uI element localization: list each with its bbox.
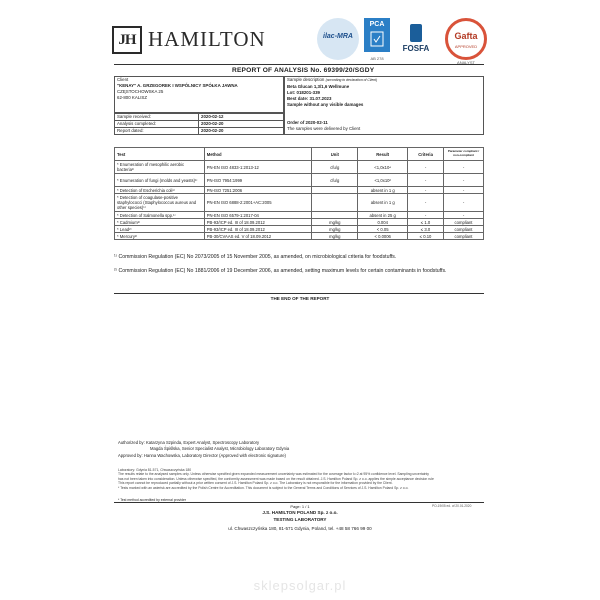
row-result: <1,0x10² xyxy=(358,174,408,187)
footer-address: ul. Chwaszczyńska 180, 81-571 Gdynia, Poland, tel. +48 58 766 99 00 xyxy=(228,526,372,531)
header-divider xyxy=(114,64,484,65)
row-method: PB-93/ICP ed. III of 18.09.2012 xyxy=(204,226,312,233)
table-row xyxy=(115,226,484,233)
fine-line: Laboratory: Gdynia 81-571, Chwaszczyńska 180 xyxy=(118,468,192,472)
end-of-report: THE END OF THE REPORT xyxy=(270,296,330,301)
row-test: * Lead²⁾ xyxy=(115,226,205,233)
col-criteria: Criteria xyxy=(408,148,444,161)
row-criteria: ≤ 3.0 xyxy=(408,226,444,233)
col-test: Test xyxy=(115,148,205,161)
fine-line: The results relate to the analysed samples only. Unless otherwise specified given expanded measurement uncertainty was estimated for the coverage factor k=2 at 95% confidence level. Sampling uncertainty xyxy=(118,472,430,477)
table-row xyxy=(115,187,484,194)
row-result: < 0.05 xyxy=(358,226,408,233)
ilac-mra-logo xyxy=(317,18,359,60)
row-method: PB-30/CVAAS ed. V of 18.09.2012 xyxy=(204,233,312,240)
sample-note: (according to declaration of Client) xyxy=(325,78,378,82)
hamilton-logo-mark: JH xyxy=(112,26,142,54)
col-compliance: Parameter compliant / non-compliant xyxy=(444,148,484,161)
row-unit: cfu/g xyxy=(312,161,358,174)
row-result: <1,0x10⁴ xyxy=(358,161,408,174)
footnote-1: ¹⁾ Commission Regulation (EC) No 2073/2005 of 15 November 2005, as amended, on microbiological criteria for foodstuffs. xyxy=(114,254,397,260)
company-logo-text: HAMILTON xyxy=(148,27,266,51)
table-row xyxy=(115,233,484,240)
row-test: * Mercury²⁾ xyxy=(115,233,205,240)
row-compliance: - xyxy=(444,212,484,219)
gafta-label: Gafta xyxy=(454,31,478,41)
gafta-number: ANALYST xyxy=(457,60,475,65)
row-compliance: - xyxy=(444,194,484,212)
row-compliance: - xyxy=(444,187,484,194)
client-street: CZĘSTOCHOWSKA 25 xyxy=(117,89,164,94)
col-method: Method xyxy=(204,148,312,161)
fine-line: * Tests marked with an asterisk are accredited by the Polish Centre for Accreditation. This document is subject to the General Terms and Conditions of Services of J.S. Hamilton Poland Sp. z o.o. xyxy=(118,485,409,490)
approved-label: Approved by: xyxy=(118,453,143,458)
row-method: PN-EN ISO 6888-2:2001+AC:2005 xyxy=(204,194,312,212)
order-date: Order of 2020-02-11 xyxy=(287,120,328,125)
table-row xyxy=(115,212,484,219)
row-compliance: compliant xyxy=(444,233,484,240)
row-criteria: - xyxy=(408,212,444,219)
approved-line xyxy=(118,453,286,458)
row-unit xyxy=(312,212,358,219)
footnote-2: ²⁾ Commission Regulation (EC) No 1881/2006 of 19 December 2006, as amended, setting maximum levels for certain contaminants in foodstuffs. xyxy=(114,268,447,274)
page-number: Page: 1 / 1 xyxy=(290,504,310,509)
row-result: absent in 1 g xyxy=(358,187,408,194)
col-result: Result xyxy=(358,148,408,161)
table-row xyxy=(115,161,484,174)
date-value-received: 2020-02-12 xyxy=(201,114,224,119)
dates-divider xyxy=(198,113,199,135)
row-method: PB-93/ICP ed. III of 18.09.2012 xyxy=(204,219,312,226)
footer-lab: TESTING LABORATORY xyxy=(273,517,327,522)
row-compliance: - xyxy=(444,174,484,187)
document-reference: PO-19/05 ed. of 20.01.2020 xyxy=(432,504,472,508)
authorized-label: Authorized by: xyxy=(118,440,145,445)
fine-line: has not been taken into consideration. Unless otherwise specified, the conformity assessment was made based on the result obtained. J.S. Hamilton Poland Sp. z o.o. applies the simple acceptance decision rule xyxy=(118,476,434,481)
row-criteria: - xyxy=(408,174,444,187)
row-test: * Enumeration of mesophilic aerobic bacteria¹⁾ xyxy=(115,161,205,174)
row-criteria: ≤ 1.0 xyxy=(408,219,444,226)
row-test: * Cadmium²⁾ xyxy=(115,219,205,226)
table-header-row xyxy=(115,148,484,161)
delivery-note: The samples were delivered by Client xyxy=(287,126,361,131)
row-unit xyxy=(312,194,358,212)
row-method: PN-ISO 7954:1999 xyxy=(204,174,312,187)
fine-line: This report cannot be reproduced partially without a prior written consent of J.S. Hamilton Poland Sp. z o.o. The Laboratory is not responsible for the information provided by the Client. xyxy=(118,481,393,486)
date-label-completed: Analysis completed: xyxy=(117,121,157,126)
row-criteria: ≤ 0.10 xyxy=(408,233,444,240)
row-unit: mg/kg xyxy=(312,233,358,240)
gafta-sub: APPROVED xyxy=(454,44,478,49)
footer-divider xyxy=(114,502,484,503)
row-unit xyxy=(312,187,358,194)
ilac-label: ilac-MRA xyxy=(323,33,353,40)
row-test: * Detection of coagulase-positive staphylococci (Staphylococcus aureus and other species)¹⁾ xyxy=(115,194,205,212)
sample-label-text: Sample description xyxy=(287,77,325,82)
row-result: absent in 1 g xyxy=(358,194,408,212)
pca-logo xyxy=(364,18,390,61)
row-method: PN-EN ISO 4833-1:2013-12 xyxy=(204,161,312,174)
watermark: sklepsolgar.pl xyxy=(253,578,347,593)
sample-lot: Lot: 018201-339 xyxy=(287,90,320,95)
row-criteria: - xyxy=(408,194,444,212)
row-method: PN-ISO 7251:2006 xyxy=(204,187,312,194)
row-unit: mg/kg xyxy=(312,226,358,233)
date-value-report: 2020-02-20 xyxy=(201,128,224,133)
sample-label xyxy=(287,77,377,83)
fine-print xyxy=(118,468,482,490)
authorized-person-1: Katarzyna Szpinda, Expert Analyst, Spectroscopy Laboratory xyxy=(145,440,260,445)
row-test: * Detection of Escherichia coli¹⁾ xyxy=(115,187,205,194)
date-label-report: Report dated: xyxy=(117,128,144,133)
pca-check-icon xyxy=(364,29,390,51)
table-row xyxy=(115,219,484,226)
row-result: 0.004 xyxy=(358,219,408,226)
results-table xyxy=(114,147,484,240)
fosfa-label: FOSFA xyxy=(402,44,430,53)
authorized-line xyxy=(118,440,259,445)
pca-label: PCA xyxy=(369,21,385,28)
authorized-person-2: Magda Śpiślska, Senior Specialist Analyst, Microbiology Laboratory Gdynia xyxy=(150,446,290,451)
pca-number: AB 278 xyxy=(370,56,384,61)
footer-company: J.S. HAMILTON POLAND Sp. z o.o. xyxy=(262,510,338,515)
client-label: Client xyxy=(117,77,129,82)
table-row xyxy=(115,174,484,187)
report-title: REPORT OF ANALYSIS No. 69399/20/SGDY xyxy=(232,67,375,74)
row-unit: mg/kg xyxy=(312,219,358,226)
client-name: "KENAY" A. GRZEGOREK I WSPÓLNICY SPÓŁKA JAWNA xyxy=(117,83,238,88)
row-test: * Enumeration of fungi (molds and yeasts)¹⁾ xyxy=(115,174,205,187)
row-compliance: - xyxy=(444,161,484,174)
row-compliance: compliant xyxy=(444,219,484,226)
accredited-note: * Test method accredited by external provider xyxy=(118,498,186,502)
row-result: < 0.0006 xyxy=(358,233,408,240)
sample-product: Beta Glucan 1,3/1,6 Wellmune xyxy=(287,84,350,89)
date-label-received: Sample received: xyxy=(117,114,151,119)
end-divider xyxy=(114,293,484,294)
row-unit: cfu/g xyxy=(312,174,358,187)
sample-best-before: Best date: 31.07.2023 xyxy=(287,96,332,101)
fosfa-logo xyxy=(396,18,436,60)
col-unit: Unit xyxy=(312,148,358,161)
row-test: * Detection of Salmonella spp.¹⁾ xyxy=(115,212,205,219)
fosfa-mark-icon xyxy=(410,24,422,42)
date-value-completed: 2020-02-20 xyxy=(201,121,224,126)
client-city: 62-800 KALISZ xyxy=(117,95,148,100)
table-row xyxy=(115,194,484,212)
row-criteria: - xyxy=(408,187,444,194)
row-compliance: compliant xyxy=(444,226,484,233)
approved-person: Hanna Wachowska, Laboratory Director (Approved with electronic signature) xyxy=(143,453,286,458)
row-criteria: - xyxy=(408,161,444,174)
sample-condition: Sample without any visible damages xyxy=(287,102,364,107)
gafta-logo xyxy=(445,18,487,65)
row-method: PN-EN ISO 6579-1:2017-04 xyxy=(204,212,312,219)
row-result: absent in 25 g xyxy=(358,212,408,219)
